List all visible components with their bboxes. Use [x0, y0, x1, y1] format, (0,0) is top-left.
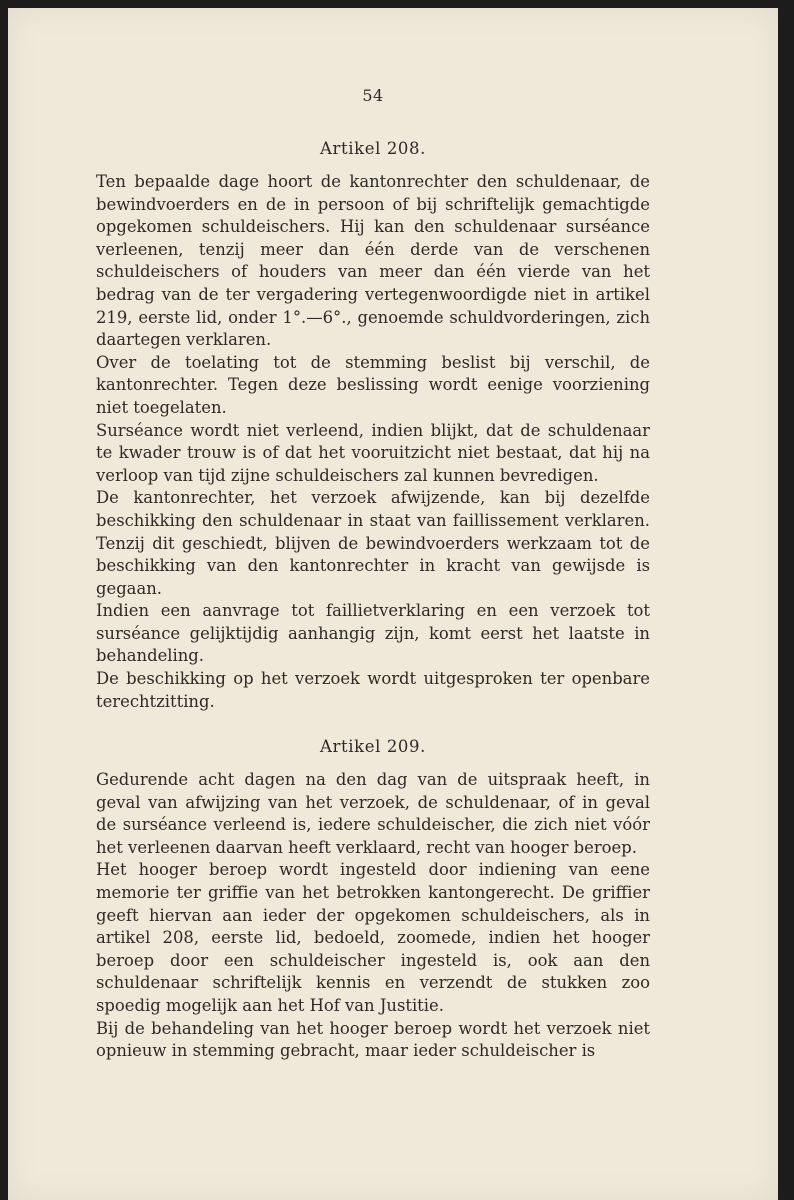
- article-208-paragraph-5: Indien een aanvrage tot faillietverklaring en een verzoek tot surséance gelijktijdig aanhangig zijn, komt eerst het laatste in behandeling.: [96, 601, 650, 666]
- page-number: 54: [362, 86, 384, 105]
- article-209-paragraph-3: Bij de behandeling van het hooger beroep wordt het verzoek niet opnieuw in stemming gebracht, maar ieder schuldeischer is: [96, 1018, 650, 1061]
- article-208-paragraph-6: De beschikking op het verzoek wordt uitgesproken ter openbare terechtzitting.: [96, 669, 650, 711]
- article-209-paragraph-1: Gedurende acht dagen na den dag van de uitspraak heeft, in geval van afwijzing van het verzoek, de schuldenaar, of in geval de surséance verleend is, iedere schuldeischer, die zich niet vóór het verleenen daarvan heeft verklaard, recht van hooger beroep.: [96, 770, 650, 857]
- book-page: [8, 8, 778, 1200]
- article-208-paragraph-4: De kantonrechter, het verzoek afwijzende, kan bij dezelfde beschikking den schuldenaar in staat van faillissement verklaren. Tenzij dit geschiedt, blijven de bewindvoerders werkzaam tot de beschikking van den kantonrechter in kracht van gewijsde is gegaan.: [96, 488, 650, 598]
- article-208-heading: Artikel 208.: [320, 139, 426, 158]
- article-209-body: [96, 769, 650, 1063]
- article-209-paragraph-2: Het hooger beroep wordt ingesteld door indiening van eene memorie ter griffie van het betrokken kantongerecht. De griffier geeft hiervan aan ieder der opgekomen schuldeischers, als in artikel 208, eerste lid, bedoeld, zoomede, indien het hooger beroep door een schuldeischer ingesteld is, ook aan den schuldenaar schriftelijk kennis en verzendt de stukken zoo spoedig mogelijk aan het Hof van Justitie.: [96, 860, 650, 1015]
- article-208-body: [96, 171, 650, 713]
- article-208-paragraph-2: Over de toelating tot de stemming beslist bij verschil, de kantonrechter. Tegen deze beslissing wordt eenige voorziening niet toegelaten.: [96, 352, 650, 417]
- article-208-paragraph-3: Surséance wordt niet verleend, indien blijkt, dat de schuldenaar te kwader trouw is of dat het vooruitzicht niet bestaat, dat hij na verloop van tijd zijne schuldeischers zal kunnen bevredigen.: [96, 420, 650, 485]
- article-208-paragraph-1: Ten bepaalde dage hoort de kantonrechter den schuldenaar, de bewindvoerders en de in persoon of bij schriftelijk gemachtigde opgekomen schuldeischers. Hij kan den schuldenaar surséance verleenen, tenzij meer dan één derde van de verschenen schuldeischers of houders van meer dan één vierde van het bedrag van de ter vergadering vertegenwoordigde niet in artikel 219, eerste lid, onder 1°.—6°., genoemde schuldvorderingen, zich daartegen verklaren.: [96, 172, 650, 350]
- article-209-heading: Artikel 209.: [320, 737, 426, 756]
- page-edge-shadow: [778, 8, 794, 1200]
